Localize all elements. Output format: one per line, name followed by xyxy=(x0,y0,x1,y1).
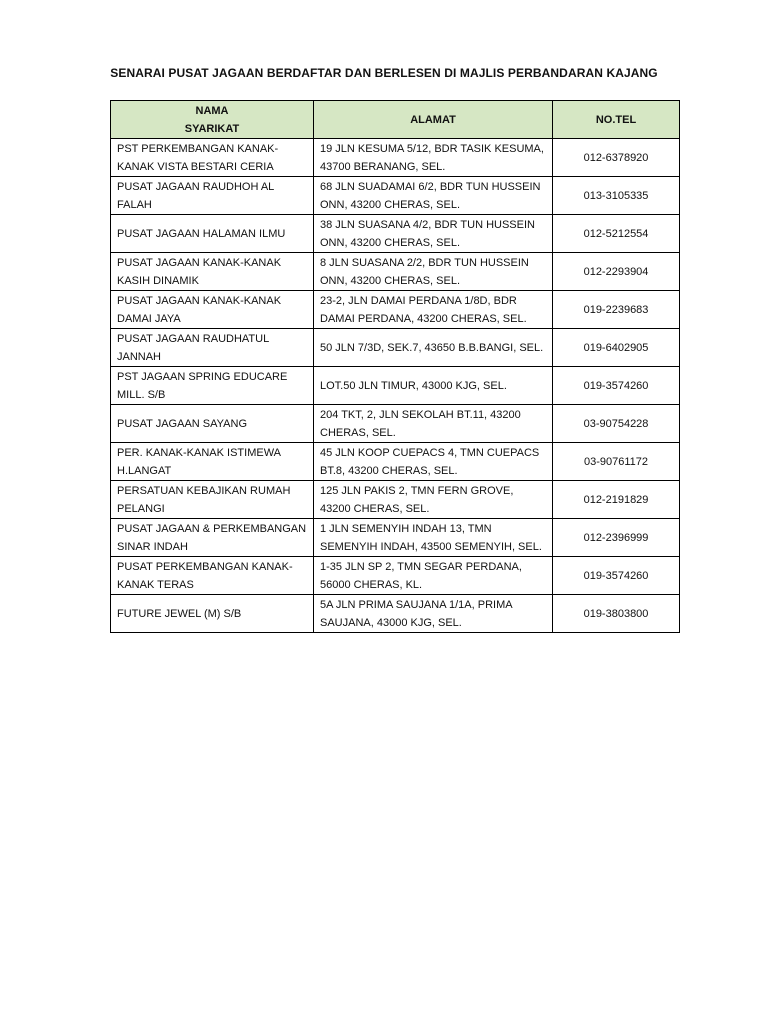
document-title: SENARAI PUSAT JAGAAN BERDAFTAR DAN BERLESEN DI MAJLIS PERBANDARAN KAJANG xyxy=(110,66,658,80)
company-name-cell: PUSAT JAGAAN KANAK-KANAK DAMAI JAYA xyxy=(111,291,314,329)
company-name-cell: PUSAT JAGAAN RAUDHATUL JANNAH xyxy=(111,329,314,367)
table-row xyxy=(111,557,680,595)
company-name-cell: PUSAT JAGAAN KANAK-KANAK KASIH DINAMIK xyxy=(111,253,314,291)
company-name-cell: PUSAT JAGAAN & PERKEMBANGAN SINAR INDAH xyxy=(111,519,314,557)
company-name-cell: PST PERKEMBANGAN KANAK-KANAK VISTA BESTARI CERIA xyxy=(111,139,314,177)
table-row xyxy=(111,595,680,633)
address-cell: 1 JLN SEMENYIH INDAH 13, TMN SEMENYIH INDAH, 43500 SEMENYIH, SEL. xyxy=(314,519,553,557)
address-cell: 8 JLN SUASANA 2/2, BDR TUN HUSSEIN ONN, 43200 CHERAS, SEL. xyxy=(314,253,553,291)
phone-cell: 012-2396999 xyxy=(553,519,680,557)
phone-cell: 012-2293904 xyxy=(553,253,680,291)
table-row xyxy=(111,519,680,557)
phone-cell: 019-6402905 xyxy=(553,329,680,367)
address-cell: 5A JLN PRIMA SAUJANA 1/1A, PRIMA SAUJANA, 43000 KJG, SEL. xyxy=(314,595,553,633)
address-cell: 204 TKT, 2, JLN SEKOLAH BT.11, 43200 CHERAS, SEL. xyxy=(314,405,553,443)
company-name-cell: PERSATUAN KEBAJIKAN RUMAH PELANGI xyxy=(111,481,314,519)
company-name-cell: PER. KANAK-KANAK ISTIMEWA H.LANGAT xyxy=(111,443,314,481)
phone-cell: 03-90761172 xyxy=(553,443,680,481)
table-row xyxy=(111,253,680,291)
phone-cell: 03-90754228 xyxy=(553,405,680,443)
childcare-registry-table xyxy=(110,100,680,633)
table-header-row xyxy=(111,101,680,139)
address-cell: LOT.50 JLN TIMUR, 43000 KJG, SEL. xyxy=(314,367,553,405)
table-row xyxy=(111,291,680,329)
phone-cell: 012-5212554 xyxy=(553,215,680,253)
column-header-address: ALAMAT xyxy=(314,101,553,139)
table-row xyxy=(111,405,680,443)
phone-cell: 019-3574260 xyxy=(553,367,680,405)
table-row xyxy=(111,215,680,253)
phone-cell: 019-2239683 xyxy=(553,291,680,329)
phone-cell: 019-3803800 xyxy=(553,595,680,633)
company-name-cell: PUSAT JAGAAN RAUDHOH AL FALAH xyxy=(111,177,314,215)
address-cell: 38 JLN SUASANA 4/2, BDR TUN HUSSEIN ONN, 43200 CHERAS, SEL. xyxy=(314,215,553,253)
address-cell: 1-35 JLN SP 2, TMN SEGAR PERDANA, 56000 CHERAS, KL. xyxy=(314,557,553,595)
phone-cell: 012-2191829 xyxy=(553,481,680,519)
column-header-name xyxy=(111,101,314,139)
phone-cell: 012-6378920 xyxy=(553,139,680,177)
company-name-cell: PUSAT JAGAAN SAYANG xyxy=(111,405,314,443)
table-row xyxy=(111,367,680,405)
column-header-name-line1: NAMA xyxy=(195,104,229,117)
column-header-phone: NO.TEL xyxy=(553,101,680,139)
column-header-name-line2: SYARIKAT xyxy=(184,122,240,135)
address-cell: 125 JLN PAKIS 2, TMN FERN GROVE, 43200 CHERAS, SEL. xyxy=(314,481,553,519)
table-row xyxy=(111,329,680,367)
company-name-cell: FUTURE JEWEL (M) S/B xyxy=(111,595,314,633)
address-cell: 19 JLN KESUMA 5/12, BDR TASIK KESUMA, 43700 BERANANG, SEL. xyxy=(314,139,553,177)
address-cell: 50 JLN 7/3D, SEK.7, 43650 B.B.BANGI, SEL. xyxy=(314,329,553,367)
table-row xyxy=(111,177,680,215)
address-cell: 45 JLN KOOP CUEPACS 4, TMN CUEPACS BT.8, 43200 CHERAS, SEL. xyxy=(314,443,553,481)
company-name-cell: PUSAT PERKEMBANGAN KANAK-KANAK TERAS xyxy=(111,557,314,595)
address-cell: 23-2, JLN DAMAI PERDANA 1/8D, BDR DAMAI PERDANA, 43200 CHERAS, SEL. xyxy=(314,291,553,329)
phone-cell: 019-3574260 xyxy=(553,557,680,595)
table-row xyxy=(111,481,680,519)
table-body xyxy=(111,139,680,633)
address-cell: 68 JLN SUADAMAI 6/2, BDR TUN HUSSEIN ONN, 43200 CHERAS, SEL. xyxy=(314,177,553,215)
table-row xyxy=(111,139,680,177)
company-name-cell: PUSAT JAGAAN HALAMAN ILMU xyxy=(111,215,314,253)
phone-cell: 013-3105335 xyxy=(553,177,680,215)
table-row xyxy=(111,443,680,481)
company-name-cell: PST JAGAAN SPRING EDUCARE MILL. S/B xyxy=(111,367,314,405)
